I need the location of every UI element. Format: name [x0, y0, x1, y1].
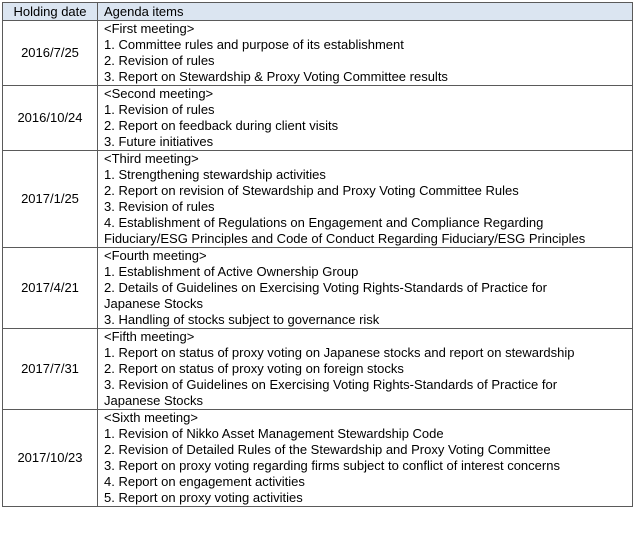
agenda-item: 3. Report on proxy voting regarding firms subject to conflict of interest concerns	[104, 458, 560, 473]
agenda-items-cell	[98, 151, 633, 248]
agenda-item: 3. Revision of rules	[104, 199, 215, 214]
agenda-item: 2. Report on revision of Stewardship and Proxy Voting Committee Rules	[104, 183, 519, 198]
agenda-item: 3. Future initiatives	[104, 134, 214, 149]
holding-date-cell: 2017/4/21	[3, 248, 98, 329]
agenda-item: Japanese Stocks	[104, 296, 204, 311]
holding-date-cell: 2016/7/25	[3, 21, 98, 86]
meeting-title: <Fifth meeting>	[104, 329, 195, 344]
agenda-item: 1. Establishment of Active Ownership Group	[104, 264, 359, 279]
agenda-item: 1. Report on status of proxy voting on Japanese stocks and report on stewardship	[104, 345, 575, 360]
agenda-item: Japanese Stocks	[104, 393, 204, 408]
agenda-item: 2. Details of Guidelines on Exercising Voting Rights-Standards of Practice for	[104, 280, 547, 295]
agenda-items-cell	[98, 86, 633, 151]
agenda-item: 3. Report on Stewardship & Proxy Voting Committee results	[104, 69, 448, 84]
agenda-items-cell	[98, 21, 633, 86]
header-holding-date: Holding date	[3, 3, 98, 21]
table-row	[3, 86, 633, 151]
table-row	[3, 410, 633, 507]
agenda-item: 1. Strengthening stewardship activities	[104, 167, 326, 182]
agenda-table	[2, 2, 633, 507]
agenda-item: 4. Establishment of Regulations on Engagement and Compliance Regarding	[104, 215, 544, 230]
meeting-title: <Fourth meeting>	[104, 248, 207, 263]
agenda-item: 2. Report on status of proxy voting on foreign stocks	[104, 361, 404, 376]
agenda-item: 1. Committee rules and purpose of its establishment	[104, 37, 404, 52]
agenda-item: Fiduciary/ESG Principles and Code of Conduct Regarding Fiduciary/ESG Principles	[104, 231, 586, 246]
table-row	[3, 21, 633, 86]
agenda-items-cell	[98, 248, 633, 329]
table-row	[3, 329, 633, 410]
holding-date-cell: 2017/7/31	[3, 329, 98, 410]
agenda-item: 2. Revision of Detailed Rules of the Stewardship and Proxy Voting Committee	[104, 442, 551, 457]
meeting-title: <Sixth meeting>	[104, 410, 198, 425]
meeting-title: <Second meeting>	[104, 86, 214, 101]
holding-date-cell: 2017/10/23	[3, 410, 98, 507]
table-row	[3, 248, 633, 329]
header-agenda-items: Agenda items	[98, 3, 633, 21]
agenda-item: 3. Revision of Guidelines on Exercising Voting Rights-Standards of Practice for	[104, 377, 558, 392]
agenda-items-cell	[98, 410, 633, 507]
agenda-item: 3. Handling of stocks subject to governance risk	[104, 312, 380, 327]
agenda-item: 1. Revision of rules	[104, 102, 215, 117]
agenda-items-cell	[98, 329, 633, 410]
agenda-item: 4. Report on engagement activities	[104, 474, 305, 489]
agenda-item: 1. Revision of Nikko Asset Management Stewardship Code	[104, 426, 444, 441]
agenda-item: 2. Revision of rules	[104, 53, 215, 68]
header-row	[3, 3, 633, 21]
table-row	[3, 151, 633, 248]
agenda-item: 5. Report on proxy voting activities	[104, 490, 303, 505]
agenda-item: 2. Report on feedback during client visits	[104, 118, 339, 133]
agenda-body	[3, 21, 633, 507]
holding-date-cell: 2016/10/24	[3, 86, 98, 151]
meeting-title: <Third meeting>	[104, 151, 199, 166]
meeting-title: <First meeting>	[104, 21, 195, 36]
holding-date-cell: 2017/1/25	[3, 151, 98, 248]
